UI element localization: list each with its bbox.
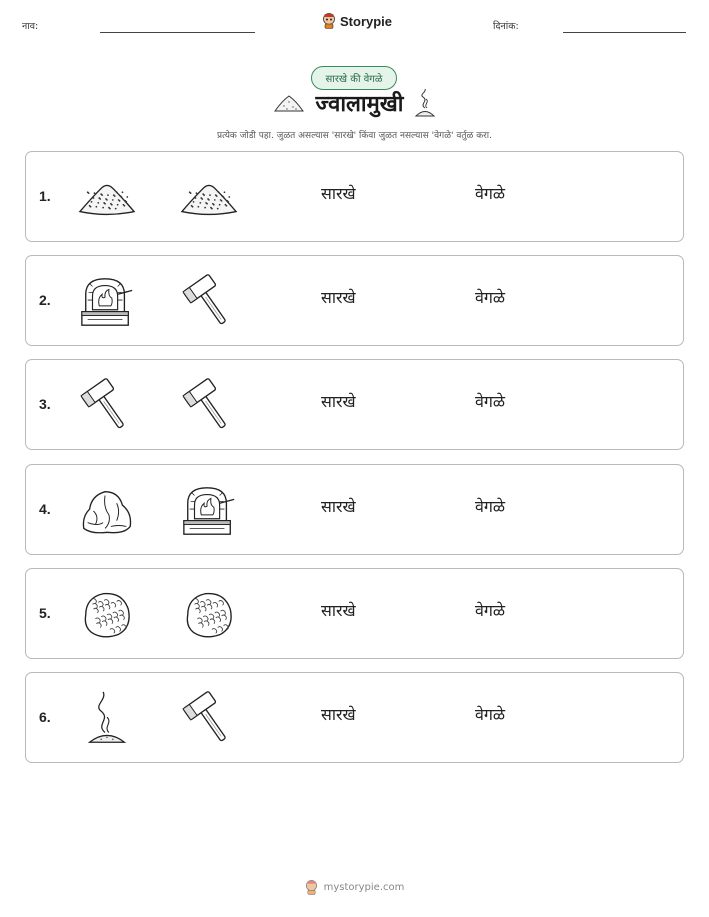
footer-url[interactable]: mystorypie.com [323, 882, 405, 893]
same-option[interactable]: सारखे [321, 496, 356, 516]
hammer-icon [78, 377, 136, 435]
ash-pile-icon [180, 169, 238, 227]
steam-vent-icon [413, 88, 437, 118]
question-row [25, 464, 684, 555]
question-number: 5. [39, 604, 51, 621]
question-row [25, 255, 684, 346]
different-option[interactable]: वेगळे [475, 288, 506, 308]
steam-vent-icon [78, 690, 136, 748]
worksheet-type-badge: सारखे की वेगळे [311, 66, 397, 90]
name-label: नाव: [22, 21, 39, 32]
brand-name: Storypie [340, 13, 393, 29]
different-option[interactable]: वेगळे [475, 392, 506, 412]
same-option[interactable]: सारखे [321, 288, 356, 308]
question-number: 2. [39, 292, 51, 309]
same-option[interactable]: सारखे [321, 184, 356, 203]
date-label: दिनांक: [493, 21, 519, 32]
different-option[interactable]: वेगळे [475, 600, 506, 620]
question-row [25, 151, 684, 242]
different-option[interactable]: वेगळे [475, 705, 506, 724]
question-number: 6. [39, 709, 51, 725]
question-row [25, 568, 684, 659]
different-option[interactable]: वेगळे [475, 496, 506, 516]
different-option[interactable]: वेगळे [475, 184, 506, 203]
furnace-icon [78, 273, 136, 331]
same-option[interactable]: सारखे [321, 705, 356, 724]
instructions: प्रत्येक जोडी पहा. जुळत असल्यास 'सारखे' किंवा जुळत नसल्यास 'वेगळे' वर्तुळ करा. [216, 131, 492, 141]
question-row [25, 359, 684, 450]
question-number: 4. [39, 500, 51, 517]
same-option[interactable]: सारखे [321, 392, 356, 412]
lava-mound-icon [78, 482, 136, 540]
furnace-icon [180, 482, 238, 540]
same-option[interactable]: सारखे [321, 600, 356, 620]
question-number: 1. [39, 188, 51, 204]
brand-logo [322, 13, 392, 29]
storypie-mascot-icon [322, 13, 336, 29]
name-line[interactable] [100, 32, 255, 33]
ash-pile-icon [272, 91, 306, 115]
title-row [0, 88, 709, 118]
ash-pile-icon [78, 169, 136, 227]
hammer-icon [180, 690, 238, 748]
rock-icon [78, 586, 136, 644]
rock-icon [180, 586, 238, 644]
hammer-icon [180, 377, 238, 435]
date-line[interactable] [563, 32, 686, 33]
question-number: 3. [39, 396, 51, 413]
footer [0, 880, 709, 895]
hammer-icon [180, 273, 238, 331]
storypie-mascot-icon [305, 880, 318, 895]
page-title: ज्वालामुखी [315, 92, 404, 117]
question-row [25, 672, 684, 763]
